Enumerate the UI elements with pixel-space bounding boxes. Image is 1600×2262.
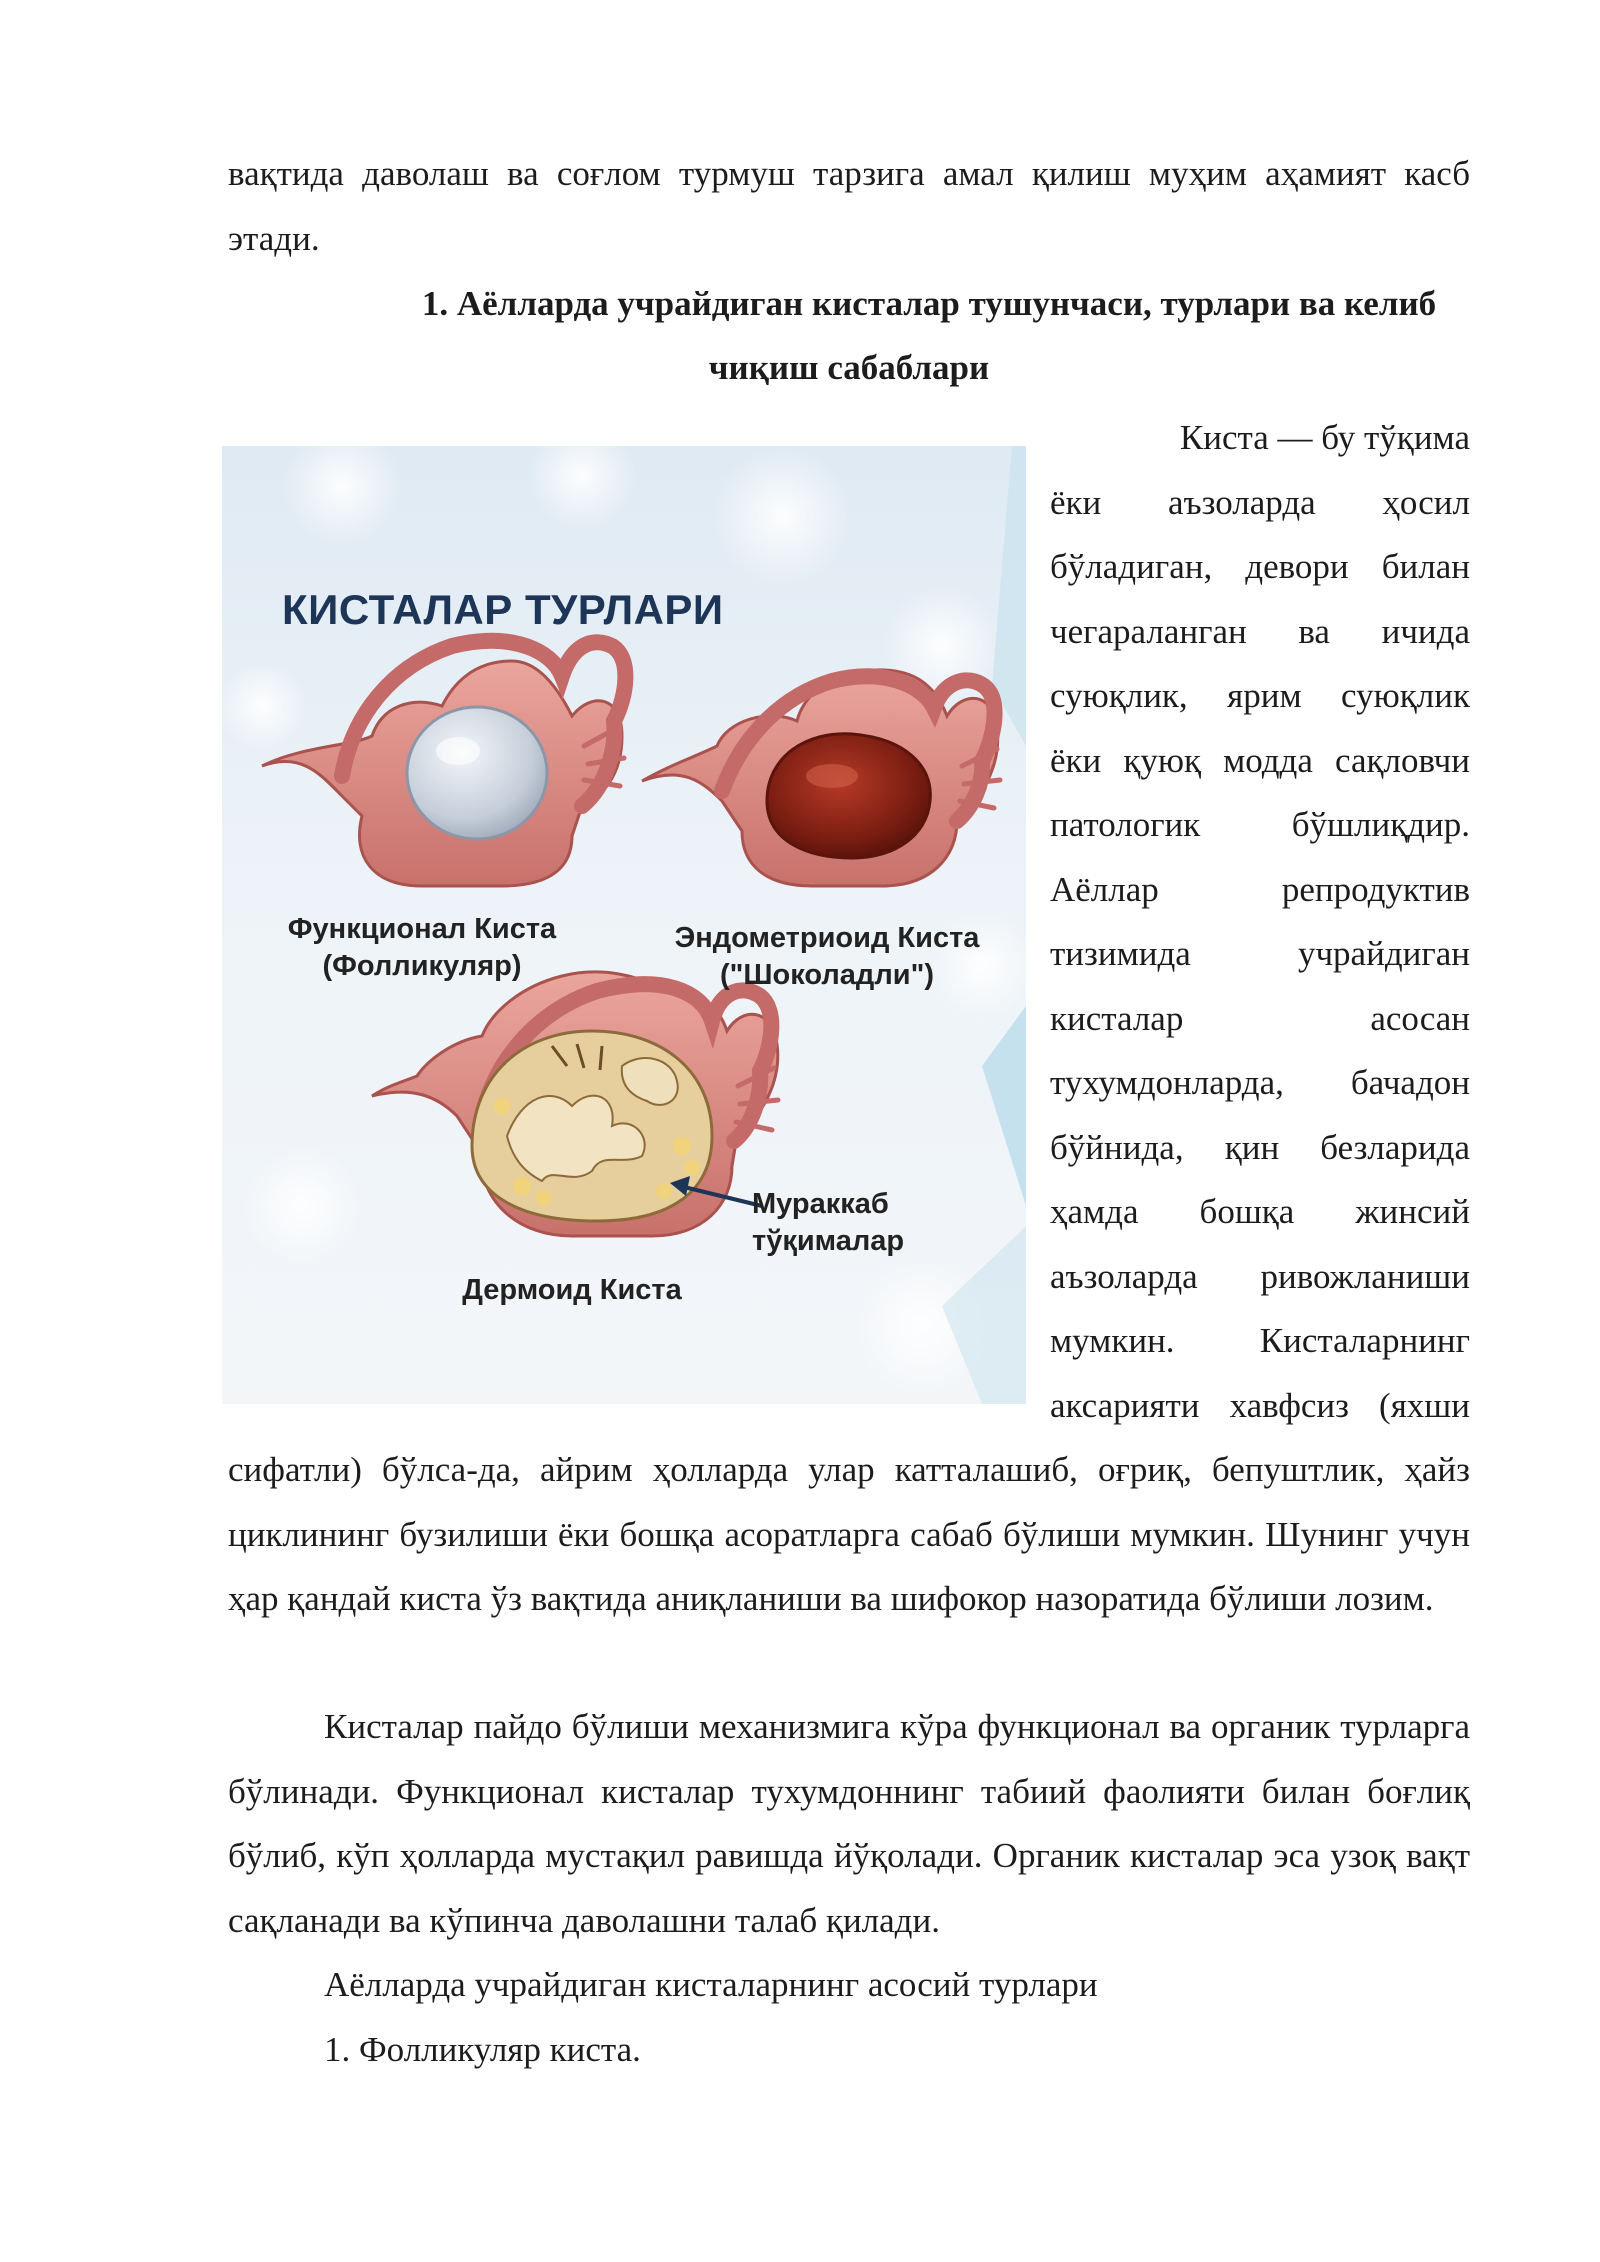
wrapped-text-column xyxy=(1050,406,1470,1438)
wrapped-line: кисталар асосан xyxy=(1050,998,1470,1038)
wrapped-line: Аёллар репродуктив xyxy=(1050,869,1470,909)
list-intro: Аёлларда учрайдиган кисталарнинг асосий турлари xyxy=(324,1965,1098,2004)
caption-endometrioid-line1: Эндометриоид Киста xyxy=(674,922,980,954)
wrapped-line: суюқлик, ярим суюқлик xyxy=(1050,676,1470,715)
functional-cyst-drawing xyxy=(262,641,625,886)
wrapped-line: ҳамда бошқа жинсий xyxy=(1050,1192,1470,1231)
wrapped-line: бўйнида, қин безларида xyxy=(1050,1127,1470,1167)
caption-endometrioid-line2: ("Шоколадли") xyxy=(719,959,934,991)
wrapped-line: чегараланган ва ичида xyxy=(1050,611,1470,651)
section-heading-line1: 1. Аёлларда учрайдиган кисталар тушунчаси, турлари ва келиб xyxy=(421,284,1437,323)
caption-complex-line2: тўқималар xyxy=(752,1225,905,1257)
cyst-types-illustration xyxy=(222,446,1026,1404)
caption-functional-line1: Функционал Киста xyxy=(287,913,557,945)
wrapped-line: аксарияти хавфсиз (яхши xyxy=(1050,1385,1470,1425)
intro-paragraph: вақтида даволаш ва соғлом турмуш тарзига амал қилиш муҳим аҳамият касб этади. xyxy=(228,154,1470,258)
illustration-title: КИСТАЛАР ТУРЛАРИ xyxy=(282,586,724,633)
section-heading xyxy=(228,272,1470,400)
section-heading-line2: чиқиш сабаблари xyxy=(708,348,990,387)
wrapped-line: тизимида учрайдиган xyxy=(1050,934,1470,973)
caption-endometrioid-cyst xyxy=(642,920,1012,994)
continuation-paragraph: сифатли) бўлса-да, айрим ҳолларда улар катталашиб, оғриқ, бепуштлик, ҳайз циклининг бузилиши ёки бошқа асоратларга сабаб бўлиши мумкин. Шунинг учун ҳар қандай киста ўз вақтида аниқланиши ва шифокор назоратида бўлиши лозим. xyxy=(228,1450,1470,1618)
wrapped-line: мумкин. Кисталарнинг xyxy=(1050,1321,1470,1360)
wrapped-line: ёки қуюқ модда сақловчи xyxy=(1050,740,1470,780)
caption-complex-tissue xyxy=(752,1186,952,1260)
caption-functional-line2: (Фолликуляр) xyxy=(322,950,522,982)
wrapped-line: бўладиган, девори билан xyxy=(1050,547,1470,586)
paragraph-cyst-classification: Кисталар пайдо бўлиши механизмига кўра функционал ва органик турларга бўлинади. Функционал кисталар тухумдоннинг табиий фаолияти билан боғлиқ бўлиб, кўп ҳолларда мустақил равишда йўқолади. Органик кисталар эса узоқ вақт сақланади ва кўпинча даволашни талаб қилади. xyxy=(228,1707,1470,1940)
caption-dermoid-cyst: Дермоид Киста xyxy=(462,1274,682,1306)
wrapped-line: аъзоларда ривожланиши xyxy=(1050,1256,1470,1296)
wrapped-line: патологик бўшлиқдир. xyxy=(1050,805,1470,844)
caption-functional-cyst xyxy=(262,911,582,985)
wrapped-line: Киста — бу тўқима xyxy=(1179,418,1470,457)
list-item-follicular-cyst: 1. Фолликуляр киста. xyxy=(324,2030,641,2069)
wrapped-line: тухумдонларда, бачадон xyxy=(1050,1063,1470,1102)
wrapped-line: ёки аъзоларда ҳосил xyxy=(1050,482,1470,522)
caption-complex-line1: Мураккаб xyxy=(752,1188,889,1220)
